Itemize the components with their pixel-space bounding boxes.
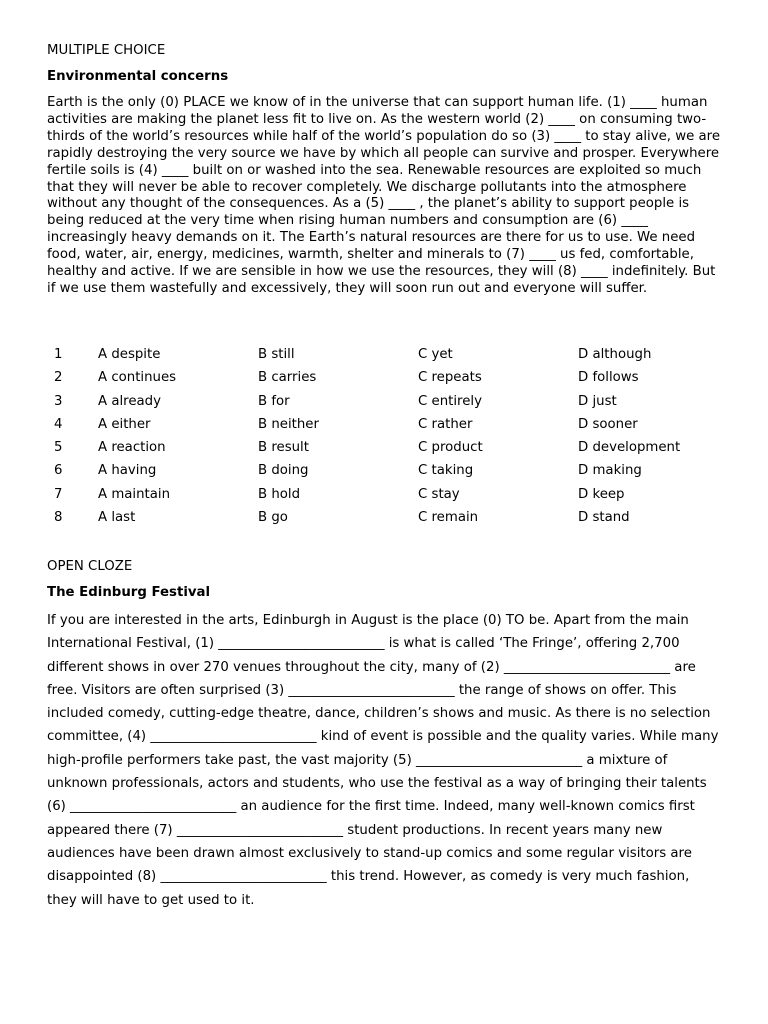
option-a: A either	[98, 416, 151, 432]
option-d: D just	[578, 393, 617, 409]
edinburg-festival-title: The Edinburg Festival	[47, 585, 211, 600]
option-c: C repeats	[418, 370, 482, 386]
option-row	[47, 459, 738, 482]
option-row	[47, 390, 738, 413]
environmental-concerns-paragraph: Earth is the only (0) PLACE we know of in the universe that can support human life. (1) ____ human activities are making the planet less fit to live on. As the western world (2) ____ on consuming two-thirds of the world’s resources while half of the world’s population do so (3) ____ to stay alive, we are rapidly destroying the very source we have by which all people can survive and prosper. Everywhere fertile soils is (4) ____ built on or washed into the sea. Renewable resources are exploited so much that they will never be able to recover completely. We discharge pollutants into the atmosphere without any thought of the consequences. As a (5) ____ , the planet’s ability to support people is being reduced at the very time when rising human numbers and consumption are (6) ____ increasingly heavy demands on it. The Earth’s natural resources are there for us to use. We need food, water, air, energy, medicines, warmth, shelter and minerals to (7) ____ us fed, comfortable, healthy and active. If we are sensible in how we use the resources, they will (8) ____ indefinitely. But if we use them wastefully and excessively, they will soon run out and everyone will suffer.	[47, 95, 721, 296]
option-d: D making	[578, 463, 642, 479]
option-c: C product	[418, 440, 483, 456]
option-b: B go	[258, 510, 288, 526]
option-a: A last	[98, 510, 136, 526]
question-number: 2	[54, 370, 63, 386]
options-table	[47, 343, 738, 529]
open-cloze-heading: OPEN CLOZE	[47, 559, 133, 574]
option-d: D keep	[578, 486, 625, 502]
option-d: D sooner	[578, 416, 638, 432]
multiple-choice-heading: MULTIPLE CHOICE	[47, 43, 166, 58]
question-number: 6	[54, 463, 63, 479]
option-b: B result	[258, 440, 309, 456]
option-a: A already	[98, 393, 161, 409]
option-c: C entirely	[418, 393, 482, 409]
option-row	[47, 436, 738, 459]
option-row	[47, 413, 738, 436]
question-number: 7	[54, 486, 63, 502]
option-b: B still	[258, 347, 295, 362]
question-number: 8	[54, 510, 63, 526]
option-a: A reaction	[98, 440, 166, 456]
option-row	[47, 343, 738, 366]
option-c: C taking	[418, 463, 474, 479]
option-a: A continues	[98, 370, 177, 386]
option-c: C remain	[418, 510, 479, 526]
option-d: D stand	[578, 510, 630, 526]
option-c: C stay	[418, 486, 460, 502]
option-row	[47, 483, 738, 506]
option-row	[47, 506, 738, 529]
option-d: D although	[578, 347, 652, 362]
environmental-concerns-title: Environmental concerns	[47, 69, 229, 84]
option-a: A having	[98, 463, 157, 479]
option-row	[47, 366, 738, 389]
option-b: B carries	[258, 370, 317, 386]
option-d: D follows	[578, 370, 639, 386]
option-b: B doing	[258, 463, 309, 479]
option-d: D development	[578, 440, 681, 456]
question-number: 5	[54, 440, 63, 456]
option-c: C rather	[418, 416, 473, 432]
option-b: B for	[258, 393, 290, 409]
question-number: 3	[54, 393, 63, 409]
option-a: A despite	[98, 347, 161, 362]
option-b: B hold	[258, 486, 301, 502]
option-b: B neither	[258, 416, 319, 432]
question-number: 1	[54, 347, 63, 362]
question-number: 4	[54, 416, 63, 432]
option-a: A maintain	[98, 486, 171, 502]
option-c: C yet	[418, 347, 453, 362]
edinburg-festival-paragraph: If you are interested in the arts, Edinburgh in August is the place (0) TO be. Apart from the main International Festival, (1) _________________________ is what is called ‘The Fringe’, offering 2,700 different shows in over 270 venues throughout the city, many of (2) _________________________ are free. Visitors are often surprised (3) _________________________ the range of shows on offer. This included comedy, cutting-edge theatre, dance, children’s shows and music. As there is no selection committee, (4) _________________________ kind of event is possible and the quality varies. While many high-profile performers take past, the vast majority (5) _________________________ a mixture of unknown professionals, actors and students, who use the festival as a way of bringing their talents (6) _________________________ an audience for the first time. Indeed, many well-known comics first appeared there (7) _________________________ student productions. In recent years many new audiences have been drawn almost exclusively to stand-up comics and some regular visitors are disappointed (8) _________________________ this trend. However, as comedy is very much fashion, they will have to get used to it.	[47, 613, 719, 908]
